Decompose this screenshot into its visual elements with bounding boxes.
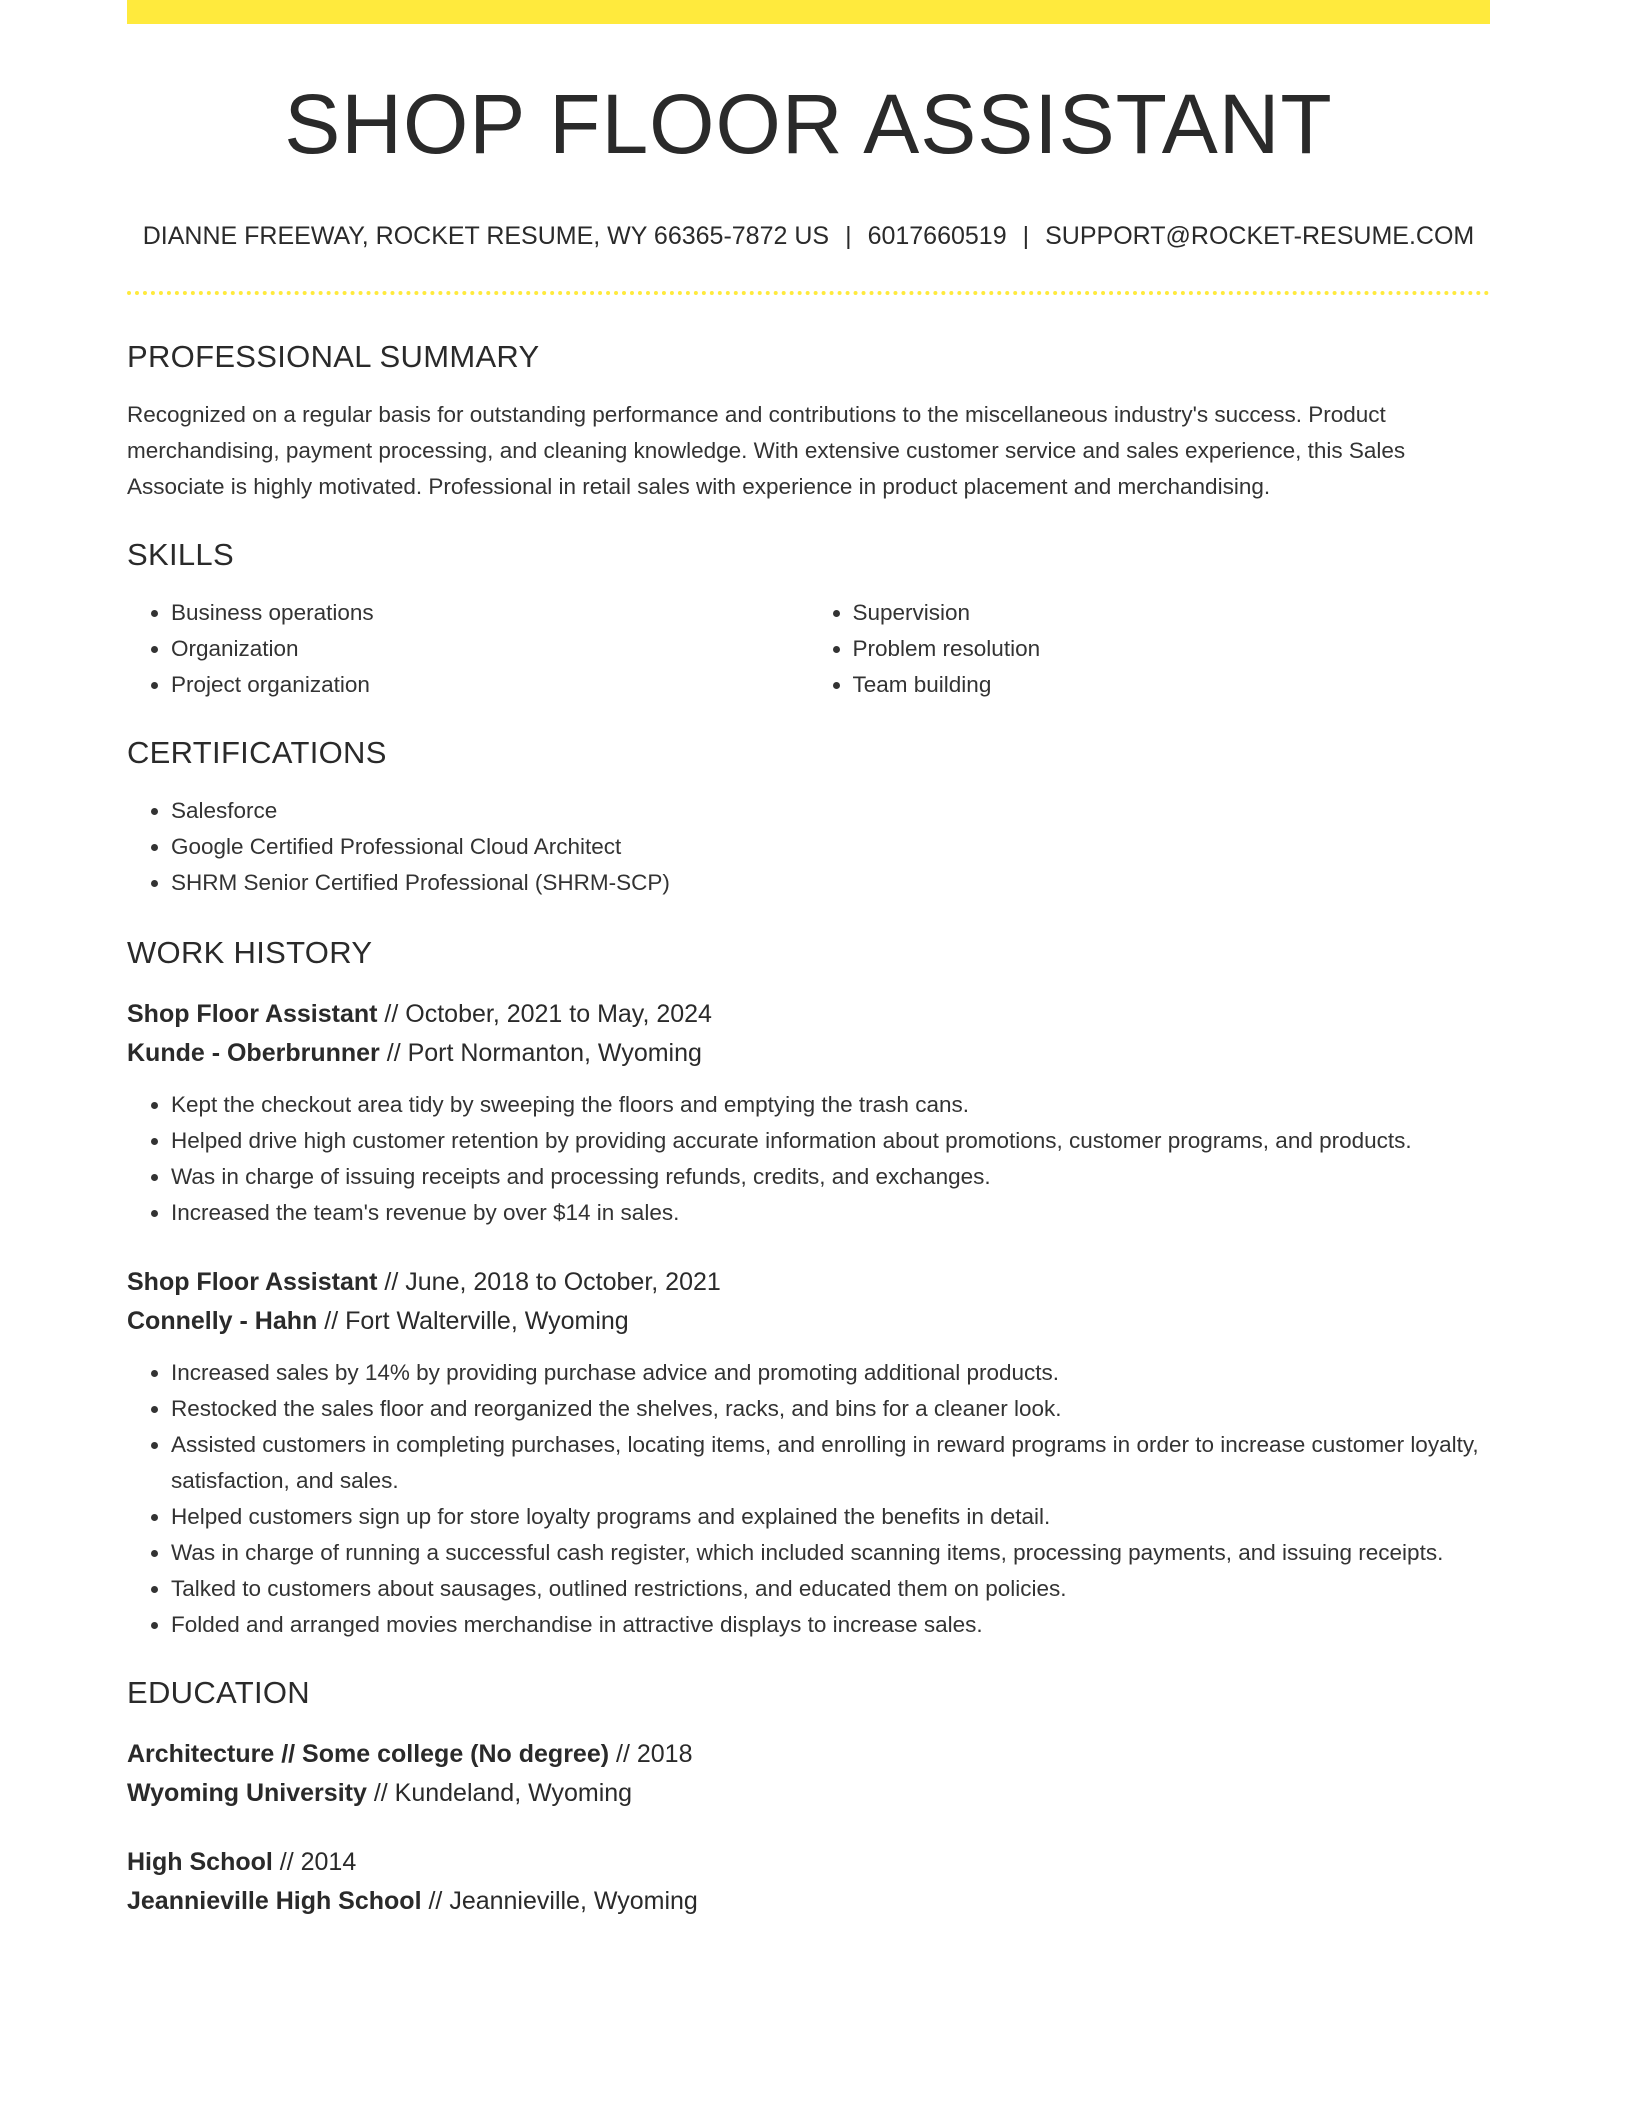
work-history-heading: WORK HISTORY [127,935,373,970]
skills-list-right [809,595,1491,703]
skill-item: • Organization [171,631,809,667]
skills-grid [127,595,1490,703]
accent-top-bar [127,0,1490,24]
education-entry [127,1735,1490,1813]
job-bullet: • Helped drive high customer retention by providing accurate information about promotions, customer programs, and products. [171,1123,1490,1159]
certifications-heading: CERTIFICATIONS [127,735,387,770]
job-bullet: • Folded and arranged movies merchandise in attractive displays to increase sales. [171,1607,1490,1643]
education-year: // 2014 [272,1848,357,1876]
job-dates: // October, 2021 to May, 2024 [377,1000,712,1028]
skills-heading: SKILLS [127,537,234,572]
resume-title: SHOP FLOOR ASSISTANT [284,77,1333,171]
job-bullets [127,1087,1490,1231]
job-bullet: • Increased the team's revenue by over $14 in sales. [171,1195,1490,1231]
job-bullet: • Helped customers sign up for store loyalty programs and explained the benefits in detail. [171,1499,1490,1535]
contact-phone: 6017660519 [867,222,1007,250]
dotted-divider [127,291,1490,295]
job-bullets [127,1355,1490,1643]
job-bullet: • Was in charge of issuing receipts and processing refunds, credits, and exchanges. [171,1159,1490,1195]
skill-item: • Business operations [171,595,809,631]
job-title: Shop Floor Assistant [127,1268,378,1296]
education-school: Wyoming University [127,1779,367,1807]
certification-item: • SHRM Senior Certified Professional (SHRM-SCP) [171,865,1490,901]
job-bullet: • Increased sales by 14% by providing purchase advice and promoting additional products. [171,1355,1490,1391]
education-school: Jeannieville High School [127,1887,422,1915]
job-bullet: • Restocked the sales floor and reorganized the shelves, racks, and bins for a cleaner look. [171,1391,1490,1427]
skill-item: • Project organization [171,667,809,703]
education-degree: Architecture // Some college (No degree) [127,1740,610,1768]
job-entry [127,1263,1490,1643]
education-school-line [127,1882,1490,1921]
job-entry [127,995,1490,1231]
education-year: // 2018 [609,1740,693,1768]
certification-item: • Google Certified Professional Cloud Architect [171,829,1490,865]
summary-text: Recognized on a regular basis for outstanding performance and contributions to the miscellaneous industry's success. Product merchandising, payment processing, and cleaning knowledge. With extensive customer service and sales experience, this Sales Associate is highly motivated. Professional in retail sales with experience in product placement and merchandising. [127,402,1406,499]
education-school-line [127,1774,1490,1813]
contact-email: SUPPORT@ROCKET-RESUME.COM [1045,222,1475,250]
contact-address: DIANNE FREEWAY, ROCKET RESUME, WY 66365-7872 US [142,222,830,250]
education-heading: EDUCATION [127,1675,310,1710]
job-location: // Fort Walterville, Wyoming [317,1307,629,1335]
education-degree-line [127,1735,1490,1774]
skill-item: • Supervision [853,595,1491,631]
certifications-list [127,793,1490,901]
job-title-line [127,995,1490,1034]
education-degree: High School [127,1848,273,1876]
certification-item: • Salesforce [171,793,1490,829]
job-dates: // June, 2018 to October, 2021 [377,1268,721,1296]
education-location: // Jeannieville, Wyoming [421,1887,698,1915]
job-location: // Port Normanton, Wyoming [379,1039,702,1067]
education-entry [127,1843,1490,1921]
job-title: Shop Floor Assistant [127,1000,378,1028]
skill-item: • Problem resolution [853,631,1491,667]
summary-heading: PROFESSIONAL SUMMARY [127,339,540,374]
job-bullet: • Talked to customers about sausages, outlined restrictions, and educated them on policies. [171,1571,1490,1607]
contact-separator: | [845,222,852,250]
education-degree-line [127,1843,1490,1882]
job-title-line [127,1263,1490,1302]
skill-item: • Team building [853,667,1491,703]
job-company-line [127,1034,1490,1073]
job-company-line [127,1302,1490,1341]
job-company: Connelly - Hahn [127,1307,318,1335]
job-company: Kunde - Oberbrunner [127,1039,380,1067]
contact-separator: | [1022,222,1030,250]
job-bullet: • Kept the checkout area tidy by sweeping the floors and emptying the trash cans. [171,1087,1490,1123]
education-location: // Kundeland, Wyoming [366,1779,633,1807]
job-bullet: • Was in charge of running a successful cash register, which included scanning items, processing payments, and issuing receipts. [171,1535,1490,1571]
job-bullet: • Assisted customers in completing purchases, locating items, and enrolling in reward programs in order to increase customer loyalty, satisfaction, and sales. [171,1427,1490,1499]
skills-list-left [127,595,809,703]
contact-line [127,222,1490,251]
resume-page [127,0,1490,1921]
